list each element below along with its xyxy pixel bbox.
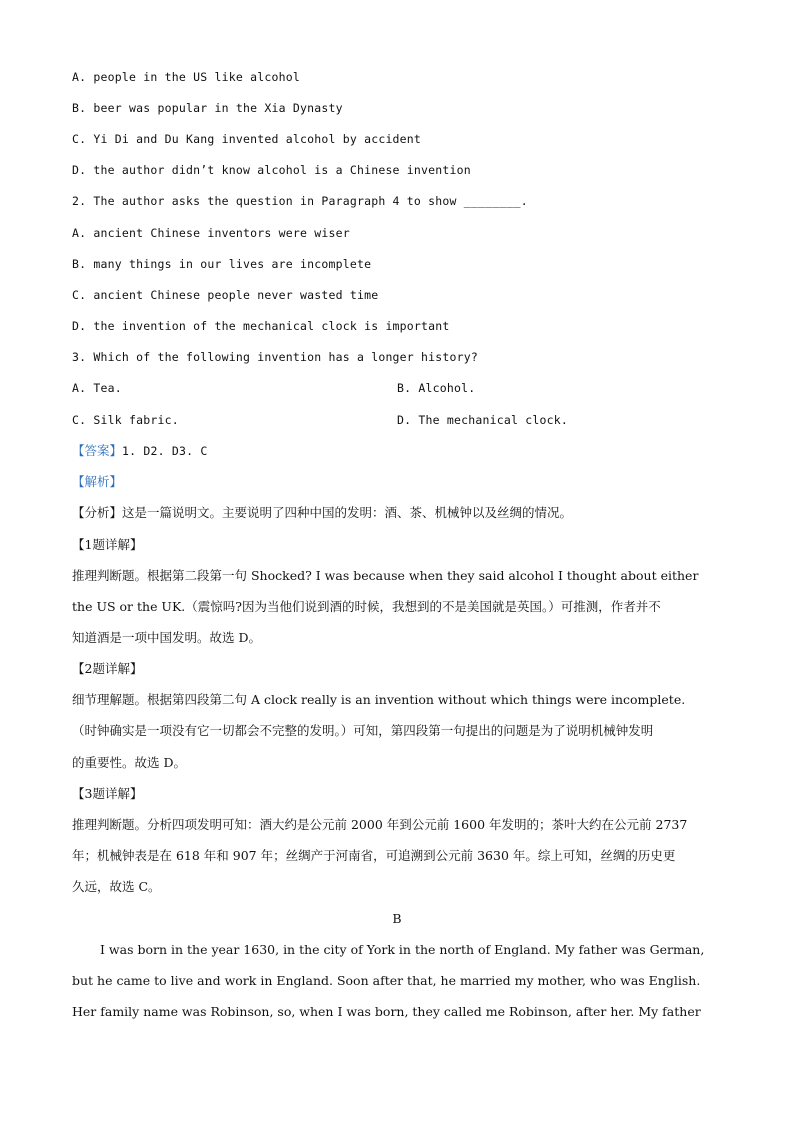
detail3-line1: 推理判断题。分析四项发明可知：酒大约是公元前 2000 年到公元前 1600 年发明的；茶叶大约在公元前 2737 — [72, 817, 688, 832]
summary-line — [72, 505, 572, 521]
detail2-heading: 【2题详解】 — [72, 661, 143, 676]
q2-option-a: A. ancient Chinese inventors were wiser — [72, 226, 350, 240]
section-b-title: B — [392, 911, 402, 926]
answer-line — [72, 443, 208, 459]
answer-tag: 【答案】 — [72, 443, 123, 458]
detail1-line3: 知道酒是一项中国发明。故选 D。 — [72, 630, 261, 645]
analysis-tag: 【解析】 — [72, 474, 123, 489]
summary-tag: 【分析】 — [72, 505, 123, 520]
q2-option-b: B. many things in our lives are incomplete — [72, 257, 372, 271]
detail1-heading: 【1题详解】 — [72, 537, 143, 552]
q3-option-b: B. Alcohol. — [397, 381, 476, 395]
q2-option-d: D. the invention of the mechanical clock is important — [72, 319, 450, 333]
q3-stem: 3. Which of the following invention has a longer history? — [72, 350, 479, 364]
passage-line3: Her family name was Robinson, so, when I was born, they called me Robinson, after her. My father — [72, 1004, 701, 1019]
detail2-line3: 的重要性。故选 D。 — [72, 755, 186, 770]
q1-option-a: A. people in the US like alcohol — [72, 70, 300, 84]
passage-line2: but he came to live and work in England. Soon after that, he married my mother, who was English. — [72, 973, 701, 988]
q2-stem: 2. The author asks the question in Paragraph 4 to show ________. — [72, 194, 528, 208]
detail2-line2: （时钟确实是一项没有它一切都会不完整的发明。）可知，第四段第一句提出的问题是为了说明机械钟发明 — [72, 723, 654, 738]
answer-text: 1. D2. D3. C — [122, 444, 208, 458]
detail3-line2: 年；机械钟表是在 618 年和 907 年；丝绸产于河南省，可追溯到公元前 3630 年。综上可知，丝绸的历史更 — [72, 848, 676, 863]
summary-text: 这是一篇说明文。主要说明了四种中国的发明：酒、茶、机械钟以及丝绸的情况。 — [122, 505, 573, 520]
passage-line1: I was born in the year 1630, in the city of York in the north of England. My father was German, — [100, 942, 705, 957]
detail1-line1: 推理判断题。根据第二段第一句 Shocked? I was because when they said alcohol I thought about either — [72, 568, 699, 583]
q2-option-c: C. ancient Chinese people never wasted time — [72, 288, 379, 302]
q1-option-d: D. the author didn’t know alcohol is a Chinese invention — [72, 163, 471, 177]
q3-option-c: C. Silk fabric. — [72, 413, 179, 427]
detail2-line1: 细节理解题。根据第四段第二句 A clock really is an invention without which things were incomplete. — [72, 692, 686, 707]
detail1-line2: the US or the UK.（震惊吗?因为当他们说到酒的时候，我想到的不是美国就是英国。）可推测，作者并不 — [72, 599, 661, 614]
detail3-line3: 久远，故选 C。 — [72, 879, 161, 894]
detail3-heading: 【3题详解】 — [72, 786, 143, 801]
q3-option-d: D. The mechanical clock. — [397, 413, 568, 427]
q1-option-c: C. Yi Di and Du Kang invented alcohol by accident — [72, 132, 422, 146]
q3-option-a: A. Tea. — [72, 381, 122, 395]
q1-option-b: B. beer was popular in the Xia Dynasty — [72, 101, 343, 115]
